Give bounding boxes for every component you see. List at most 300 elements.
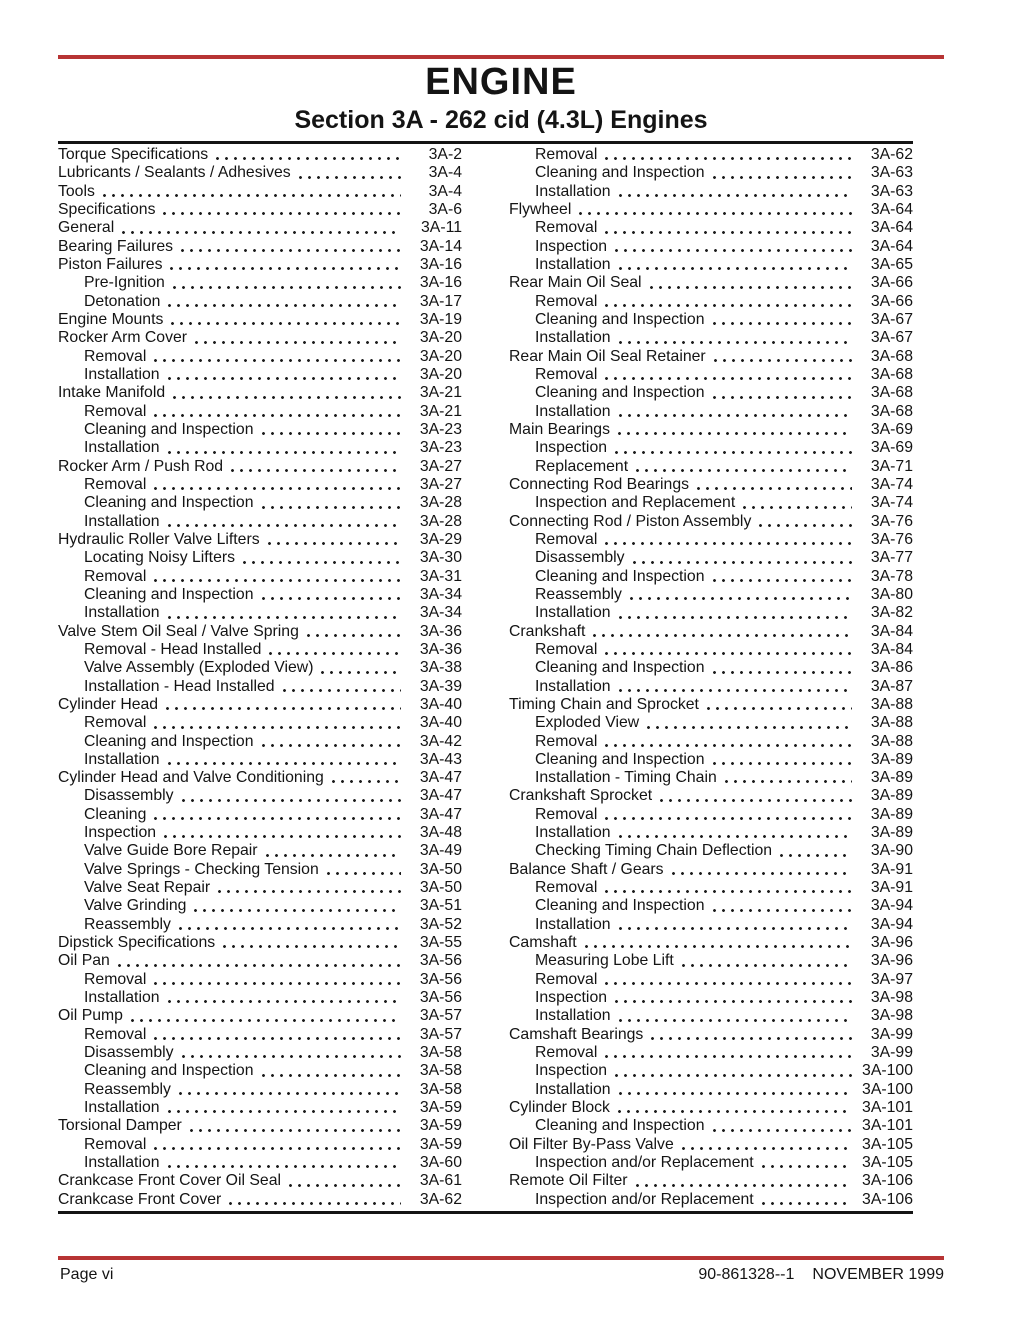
toc-entry-label: Installation xyxy=(535,1080,611,1098)
toc-entry-page: 3A-16 xyxy=(419,274,462,292)
toc-entry-label: Connecting Rod / Piston Assembly xyxy=(509,512,752,530)
toc-entry-page: 3A-89 xyxy=(870,769,913,787)
dot-leader xyxy=(168,377,401,380)
toc-row xyxy=(509,861,913,879)
toc-row xyxy=(58,971,462,989)
toc-entry-label: Disassembly xyxy=(84,787,174,805)
toc-entry-page: 3A-40 xyxy=(419,695,462,713)
toc-entry-label: Torsional Damper xyxy=(58,1117,182,1135)
toc-entry-page: 3A-23 xyxy=(419,420,462,438)
toc-row xyxy=(509,879,913,897)
dot-leader xyxy=(605,1055,852,1058)
toc-entry-label: Intake Manifold xyxy=(58,384,166,402)
toc-entry-page: 3A-36 xyxy=(419,622,462,640)
dot-leader xyxy=(321,671,401,674)
dot-leader xyxy=(262,744,401,747)
toc-row xyxy=(58,879,462,897)
dot-leader xyxy=(229,1202,401,1205)
toc-row xyxy=(58,989,462,1007)
toc-row xyxy=(509,1044,913,1062)
toc-entry-label: Removal xyxy=(535,732,598,750)
toc-row xyxy=(509,971,913,989)
toc-entry-page: 3A-30 xyxy=(419,549,462,567)
toc-row xyxy=(58,494,462,512)
toc-entry-label: Removal - Head Installed xyxy=(84,640,262,658)
dot-leader xyxy=(181,249,401,252)
toc-row xyxy=(58,238,462,256)
toc-row xyxy=(58,916,462,934)
toc-row xyxy=(58,458,462,476)
toc-entry-label: Installation xyxy=(535,604,611,622)
toc-entry-label: Measuring Lobe Lift xyxy=(535,952,674,970)
toc-row xyxy=(509,1172,913,1190)
toc-row xyxy=(58,366,462,384)
toc-row xyxy=(509,952,913,970)
dot-leader xyxy=(223,945,401,948)
toc-entry-page: 3A-106 xyxy=(862,1190,913,1208)
toc-entry-label: Installation xyxy=(535,402,611,420)
toc-entry-label: Removal xyxy=(535,219,598,237)
toc-entry-page: 3A-64 xyxy=(870,200,913,218)
dot-leader xyxy=(154,1147,401,1150)
toc-entry-page: 3A-74 xyxy=(870,494,913,512)
toc-row xyxy=(509,623,913,641)
toc-row xyxy=(509,1062,913,1080)
toc-entry-label: Valve Springs - Checking Tension xyxy=(84,860,319,878)
toc-row xyxy=(509,329,913,347)
toc-entry-label: Camshaft Bearings xyxy=(509,1025,644,1043)
toc-entry-page: 3A-49 xyxy=(419,842,462,860)
toc-entry-label: Removal xyxy=(84,1025,147,1043)
toc-entry-label: Exploded View xyxy=(535,714,640,732)
toc-row xyxy=(509,439,913,457)
dot-leader xyxy=(262,506,401,509)
toc-entry-page: 3A-84 xyxy=(870,640,913,658)
toc-row xyxy=(509,659,913,677)
page-title: ENGINE xyxy=(425,61,577,103)
toc-entry-label: Camshaft xyxy=(509,934,577,952)
toc-entry-label: General xyxy=(58,219,115,237)
toc-entry-label: Cleaning and Inspection xyxy=(535,659,705,677)
toc-entry-label: Inspection and/or Replacement xyxy=(535,1190,754,1208)
toc-entry-label: Installation xyxy=(535,677,611,695)
toc-entry-page: 3A-48 xyxy=(419,824,462,842)
toc-row xyxy=(509,256,913,274)
toc-entry-label: Cylinder Head and Valve Conditioning xyxy=(58,769,324,787)
toc-entry-label: Rear Main Oil Seal Retainer xyxy=(509,347,706,365)
toc-entry-page: 3A-98 xyxy=(870,1007,913,1025)
toc-entry-page: 3A-74 xyxy=(870,475,913,493)
toc-entry-label: Installation - Timing Chain xyxy=(535,769,717,787)
toc-entry-label: Specifications xyxy=(58,200,156,218)
toc-entry-label: Dipstick Specifications xyxy=(58,934,216,952)
toc-entry-label: Cleaning xyxy=(84,805,147,823)
toc-entry-label: Locating Noisy Lifters xyxy=(84,549,236,567)
dot-leader xyxy=(168,616,401,619)
dot-leader xyxy=(593,634,852,637)
toc-entry-label: Installation xyxy=(84,604,160,622)
toc-row xyxy=(58,733,462,751)
toc-entry-label: Valve Assembly (Exploded View) xyxy=(84,659,314,677)
toc-row xyxy=(58,311,462,329)
toc-entry-label: Connecting Rod Bearings xyxy=(509,475,690,493)
toc-entry-page: 3A-57 xyxy=(419,1007,462,1025)
toc-row xyxy=(58,604,462,622)
toc-row xyxy=(58,513,462,531)
toc-entry-label: Tools xyxy=(58,182,95,200)
toc-entry-label: Inspection xyxy=(535,439,608,457)
toc-entry-page: 3A-43 xyxy=(419,750,462,768)
toc-entry-page: 3A-56 xyxy=(419,970,462,988)
toc-entry-page: 3A-88 xyxy=(870,732,913,750)
toc-entry-page: 3A-2 xyxy=(428,146,462,163)
toc-entry-page: 3A-67 xyxy=(870,329,913,347)
dot-leader xyxy=(619,267,852,270)
toc-entry-page: 3A-28 xyxy=(419,512,462,530)
toc-entry-page: 3A-78 xyxy=(870,567,913,585)
dot-leader xyxy=(154,414,401,417)
dot-leader xyxy=(195,341,401,344)
toc-entry-label: Detonation xyxy=(84,292,161,310)
toc-row xyxy=(58,146,462,164)
dot-leader xyxy=(268,542,401,545)
dot-leader xyxy=(682,964,852,967)
toc-entry-page: 3A-89 xyxy=(870,805,913,823)
toc-entry-page: 3A-69 xyxy=(870,420,913,438)
toc-entry-page: 3A-29 xyxy=(419,530,462,548)
dot-leader xyxy=(615,1000,852,1003)
toc-entry-label: Inspection xyxy=(535,237,608,255)
toc-entry-label: Removal xyxy=(535,879,598,897)
toc-entry-page: 3A-68 xyxy=(870,402,913,420)
toc-entry-page: 3A-28 xyxy=(419,494,462,512)
toc-entry-label: Removal xyxy=(84,970,147,988)
dot-leader xyxy=(633,561,852,564)
dot-leader xyxy=(168,1000,401,1003)
dot-leader xyxy=(154,726,401,729)
toc-entry-label: Cleaning and Inspection xyxy=(84,420,254,438)
toc-entry-page: 3A-34 xyxy=(419,585,462,603)
toc-row xyxy=(509,604,913,622)
toc-entry-label: Removal xyxy=(84,475,147,493)
dot-leader xyxy=(243,561,401,564)
dot-leader xyxy=(615,249,852,252)
footer-doc-number: 90-861328--1 xyxy=(698,1266,795,1283)
dot-leader xyxy=(585,945,852,948)
toc-row xyxy=(509,916,913,934)
toc-entry-page: 3A-71 xyxy=(870,457,913,475)
dot-leader xyxy=(154,817,401,820)
toc-entry-page: 3A-99 xyxy=(870,1044,913,1062)
toc-entry-page: 3A-11 xyxy=(421,219,462,237)
dot-leader xyxy=(168,762,401,765)
dot-leader xyxy=(714,359,852,362)
toc-entry-page: 3A-34 xyxy=(419,604,462,622)
toc-entry-label: Cleaning and Inspection xyxy=(535,1117,705,1135)
toc-entry-label: Inspection xyxy=(535,989,608,1007)
toc-entry-page: 3A-42 xyxy=(419,732,462,750)
dot-leader xyxy=(713,579,852,582)
toc-row xyxy=(58,678,462,696)
toc-entry-label: Installation xyxy=(535,1007,611,1025)
toc-row xyxy=(58,586,462,604)
toc-row xyxy=(58,329,462,347)
toc-row xyxy=(509,1191,913,1209)
toc-entry-page: 3A-40 xyxy=(419,714,462,732)
toc-row xyxy=(509,311,913,329)
toc-entry-label: Removal xyxy=(535,146,598,163)
toc-row xyxy=(509,274,913,292)
toc-row xyxy=(58,476,462,494)
toc-entry-page: 3A-19 xyxy=(419,310,462,328)
toc-entry-label: Hydraulic Roller Valve Lifters xyxy=(58,530,260,548)
toc-row xyxy=(509,696,913,714)
toc-entry-label: Reassembly xyxy=(84,915,171,933)
dot-leader xyxy=(168,1110,401,1113)
dot-leader xyxy=(636,1184,853,1187)
toc-row xyxy=(509,201,913,219)
toc-entry-page: 3A-6 xyxy=(428,200,462,218)
toc-row xyxy=(58,439,462,457)
toc-entry-label: Installation xyxy=(535,329,611,347)
toc-row xyxy=(509,476,913,494)
toc-entry-label: Cleaning and Inspection xyxy=(84,494,254,512)
toc-entry-page: 3A-4 xyxy=(428,164,462,182)
page-subtitle: Section 3A - 262 cid (4.3L) Engines xyxy=(294,106,708,134)
dot-leader xyxy=(266,854,401,857)
dot-leader xyxy=(194,909,401,912)
toc-entry-page: 3A-58 xyxy=(419,1044,462,1062)
toc-entry-page: 3A-58 xyxy=(419,1080,462,1098)
toc-row xyxy=(509,549,913,567)
toc-entry-page: 3A-55 xyxy=(419,934,462,952)
toc-entry-page: 3A-50 xyxy=(419,879,462,897)
dot-leader xyxy=(619,414,852,417)
toc-row xyxy=(58,1154,462,1172)
toc-entry-label: Crankcase Front Cover xyxy=(58,1190,222,1208)
dot-leader xyxy=(307,634,401,637)
toc-row xyxy=(58,1117,462,1135)
dot-leader xyxy=(615,1074,852,1077)
toc-entry-page: 3A-51 xyxy=(419,897,462,915)
toc-entry-page: 3A-47 xyxy=(419,805,462,823)
dot-leader xyxy=(168,1165,401,1168)
toc-entry-page: 3A-89 xyxy=(870,787,913,805)
toc-entry-page: 3A-59 xyxy=(419,1099,462,1117)
toc-entry-page: 3A-66 xyxy=(870,274,913,292)
dot-leader xyxy=(154,1037,401,1040)
toc-entry-page: 3A-39 xyxy=(419,677,462,695)
toc-row xyxy=(58,696,462,714)
toc-entry-label: Inspection and Replacement xyxy=(535,494,736,512)
toc-entry-page: 3A-68 xyxy=(870,365,913,383)
toc-row xyxy=(509,348,913,366)
toc-row xyxy=(58,1007,462,1025)
toc-entry-page: 3A-86 xyxy=(870,659,913,677)
dot-leader xyxy=(168,524,401,527)
dot-leader xyxy=(179,927,401,930)
toc-entry-page: 3A-101 xyxy=(862,1099,913,1117)
dot-leader xyxy=(713,671,852,674)
toc-entry-page: 3A-65 xyxy=(870,255,913,273)
dot-leader xyxy=(289,1184,401,1187)
toc-entry-page: 3A-47 xyxy=(419,769,462,787)
toc-entry-label: Crankcase Front Cover Oil Seal xyxy=(58,1172,281,1190)
toc-row xyxy=(58,934,462,952)
toc-entry-label: Oil Pump xyxy=(58,1007,123,1025)
toc-entry-label: Removal xyxy=(535,530,598,548)
dot-leader xyxy=(154,487,401,490)
toc-entry-page: 3A-20 xyxy=(419,347,462,365)
dot-leader xyxy=(605,377,852,380)
toc-entry-label: Cleaning and Inspection xyxy=(84,1062,254,1080)
toc-entry-label: Installation xyxy=(535,255,611,273)
toc-row xyxy=(509,403,913,421)
toc-entry-page: 3A-91 xyxy=(870,860,913,878)
dot-leader xyxy=(171,322,401,325)
toc-row xyxy=(509,421,913,439)
dot-leader xyxy=(605,157,852,160)
toc-row xyxy=(58,641,462,659)
toc-entry-label: Cleaning and Inspection xyxy=(535,897,705,915)
toc-entry-page: 3A-91 xyxy=(870,879,913,897)
toc-row xyxy=(58,952,462,970)
toc-entry-page: 3A-88 xyxy=(870,695,913,713)
toc-entry-label: Rocker Arm Cover xyxy=(58,329,188,347)
dot-leader xyxy=(630,597,852,600)
toc-entry-page: 3A-61 xyxy=(419,1172,462,1190)
toc-row xyxy=(58,1191,462,1209)
toc-row xyxy=(509,366,913,384)
toc-entry-page: 3A-27 xyxy=(419,457,462,475)
toc-entry-page: 3A-21 xyxy=(419,384,462,402)
toc-row xyxy=(509,842,913,860)
toc-entry-page: 3A-96 xyxy=(870,952,913,970)
toc-entry-page: 3A-84 xyxy=(870,622,913,640)
dot-leader xyxy=(713,762,852,765)
toc-entry-page: 3A-105 xyxy=(862,1135,913,1153)
toc-entry-label: Valve Guide Bore Repair xyxy=(84,842,258,860)
toc-row xyxy=(58,714,462,732)
toc-row xyxy=(509,897,913,915)
toc-entry-label: Rear Main Oil Seal xyxy=(509,274,642,292)
toc-entry-label: Installation xyxy=(535,915,611,933)
toc-entry-label: Removal xyxy=(84,402,147,420)
toc-row xyxy=(509,531,913,549)
toc-row xyxy=(509,751,913,769)
toc-entry-page: 3A-90 xyxy=(870,842,913,860)
dot-leader xyxy=(619,927,852,930)
dot-leader xyxy=(173,286,401,289)
toc-entry-label: Installation xyxy=(84,365,160,383)
toc-entry-page: 3A-66 xyxy=(870,292,913,310)
dot-leader xyxy=(218,890,401,893)
toc-entry-label: Installation xyxy=(84,512,160,530)
toc-entry-label: Inspection and/or Replacement xyxy=(535,1154,754,1172)
toc-row xyxy=(509,1007,913,1025)
toc-entry-label: Engine Mounts xyxy=(58,310,164,328)
toc-entry-page: 3A-105 xyxy=(862,1154,913,1172)
toc-entry-page: 3A-36 xyxy=(419,640,462,658)
dot-leader xyxy=(103,194,401,197)
dot-leader xyxy=(164,835,401,838)
dot-leader xyxy=(697,487,852,490)
toc-row xyxy=(58,403,462,421)
toc-entry-page: 3A-38 xyxy=(419,659,462,677)
toc-entry-label: Flywheel xyxy=(509,200,572,218)
dot-leader xyxy=(605,652,852,655)
dot-leader xyxy=(713,322,852,325)
toc-entry-page: 3A-60 xyxy=(419,1154,462,1172)
dot-leader xyxy=(619,835,852,838)
toc-entry-page: 3A-27 xyxy=(419,475,462,493)
toc-entry-label: Removal xyxy=(535,970,598,988)
toc-entry-label: Rocker Arm / Push Rod xyxy=(58,457,224,475)
toc-entry-page: 3A-31 xyxy=(419,567,462,585)
toc-entry-page: 3A-89 xyxy=(870,750,913,768)
dot-leader xyxy=(762,1202,852,1205)
toc-entry-label: Installation xyxy=(84,439,160,457)
dot-leader xyxy=(170,267,401,270)
toc-entry-page: 3A-68 xyxy=(870,347,913,365)
toc-entry-page: 3A-63 xyxy=(870,164,913,182)
toc-row xyxy=(58,164,462,182)
toc-entry-label: Checking Timing Chain Deflection xyxy=(535,842,773,860)
toc-entry-page: 3A-57 xyxy=(419,1025,462,1043)
toc-row xyxy=(509,733,913,751)
toc-entry-label: Reassembly xyxy=(84,1080,171,1098)
toc-entry-label: Installation xyxy=(84,989,160,1007)
toc-row xyxy=(58,897,462,915)
toc-entry-page: 3A-59 xyxy=(419,1135,462,1153)
toc-entry-label: Disassembly xyxy=(84,1044,174,1062)
toc-row xyxy=(58,384,462,402)
toc-entry-page: 3A-56 xyxy=(419,989,462,1007)
dot-leader xyxy=(168,451,401,454)
dot-leader xyxy=(179,1092,401,1095)
toc-entry-page: 3A-52 xyxy=(419,915,462,933)
toc-row xyxy=(509,1099,913,1117)
toc-entry-label: Cylinder Head xyxy=(58,695,159,713)
toc-row xyxy=(58,769,462,787)
toc-row xyxy=(509,586,913,604)
toc-entry-page: 3A-50 xyxy=(419,860,462,878)
toc-row xyxy=(509,146,913,164)
toc-row xyxy=(58,274,462,292)
toc-row xyxy=(58,293,462,311)
toc-row xyxy=(509,1117,913,1135)
dot-leader xyxy=(619,1092,852,1095)
toc-entry-label: Replacement xyxy=(535,457,629,475)
toc-entry-label: Valve Stem Oil Seal / Valve Spring xyxy=(58,622,299,640)
toc-entry-page: 3A-96 xyxy=(870,934,913,952)
toc-entry-page: 3A-88 xyxy=(870,714,913,732)
dot-leader xyxy=(216,157,401,160)
toc-entry-page: 3A-21 xyxy=(419,402,462,420)
toc-row xyxy=(509,678,913,696)
toc-row xyxy=(509,494,913,512)
toc-row xyxy=(58,256,462,274)
dot-leader xyxy=(713,1129,852,1132)
toc-entry-label: Installation xyxy=(535,824,611,842)
toc-row xyxy=(58,348,462,366)
dot-leader xyxy=(615,451,852,454)
toc-row xyxy=(509,769,913,787)
dot-leader xyxy=(182,799,401,802)
toc-entry-page: 3A-87 xyxy=(870,677,913,695)
toc-row xyxy=(509,824,913,842)
toc-entry-label: Installation - Head Installed xyxy=(84,677,275,695)
